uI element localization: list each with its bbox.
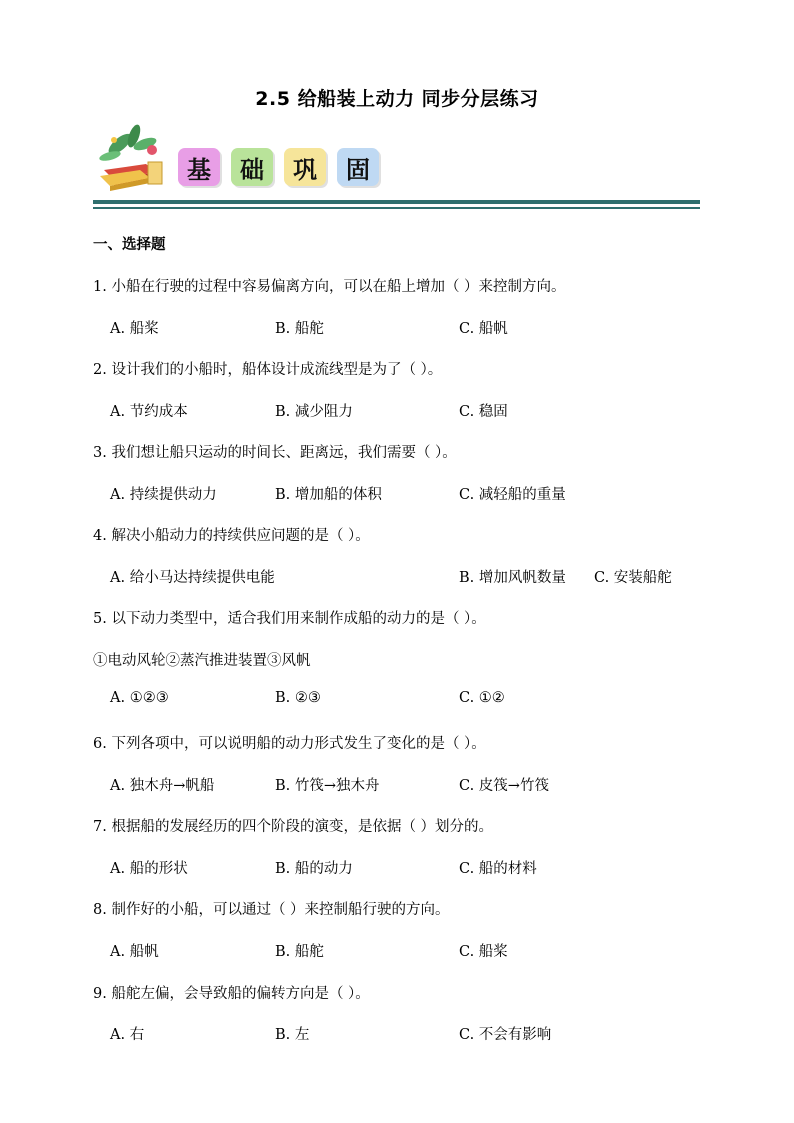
question-2: 2. 设计我们的小船时，船体设计成流线型是为了（ ）。 bbox=[93, 362, 443, 378]
q6-option-b: B. 竹筏→独木舟 bbox=[275, 778, 380, 794]
divider-thin bbox=[93, 207, 700, 209]
question-6: 6. 下列各项中，可以说明船的动力形式发生了变化的是（ ）。 bbox=[93, 736, 486, 752]
tile-ji: 基 bbox=[178, 148, 220, 186]
q2-option-a: A. 节约成本 bbox=[110, 404, 188, 420]
q6-option-a: A. 独木舟→帆船 bbox=[110, 778, 215, 794]
q9-option-c: C. 不会有影响 bbox=[459, 1027, 552, 1043]
question-1: 1. 小船在行驶的过程中容易偏离方向，可以在船上增加（ ）来控制方向。 bbox=[93, 279, 566, 295]
question-8: 8. 制作好的小船，可以通过（ ）来控制船行驶的方向。 bbox=[93, 902, 450, 918]
q8-option-b: B. 船舵 bbox=[275, 944, 324, 960]
divider-thick bbox=[93, 200, 700, 204]
section-heading: 一、选择题 bbox=[93, 237, 166, 253]
page-title: 2.5 给船装上动力 同步分层练习 bbox=[255, 88, 539, 110]
q1-option-b: B. 船舵 bbox=[275, 321, 324, 337]
q4-option-c: C. 安装船舵 bbox=[594, 570, 672, 586]
q9-option-b: B. 左 bbox=[275, 1027, 310, 1043]
q7-option-b: B. 船的动力 bbox=[275, 861, 353, 877]
q3-option-b: B. 增加船的体积 bbox=[275, 487, 382, 503]
question-7: 7. 根据船的发展经历的四个阶段的演变，是依据（ ）划分的。 bbox=[93, 819, 494, 835]
q2-option-b: B. 减少阻力 bbox=[275, 404, 353, 420]
tile-chu: 础 bbox=[231, 148, 273, 186]
question-9: 9. 船舵左偏，会导致船的偏转方向是（ ）。 bbox=[93, 986, 370, 1002]
books-plant-illustration bbox=[90, 122, 170, 192]
q4-option-b: B. 增加风帆数量 bbox=[459, 570, 566, 586]
q8-option-c: C. 船桨 bbox=[459, 944, 508, 960]
q5-item-list: ①电动风轮②蒸汽推进装置③风帆 bbox=[93, 653, 311, 669]
q9-option-a: A. 右 bbox=[110, 1027, 145, 1043]
q5-option-b: B. ②③ bbox=[275, 690, 321, 706]
q5-option-a: A. ①②③ bbox=[110, 690, 169, 706]
q1-option-a: A. 船桨 bbox=[110, 321, 159, 337]
q5-option-c: C. ①② bbox=[459, 690, 505, 706]
q6-option-c: C. 皮筏→竹筏 bbox=[459, 778, 549, 794]
q4-option-a: A. 给小马达持续提供电能 bbox=[110, 570, 275, 586]
q7-option-c: C. 船的材料 bbox=[459, 861, 537, 877]
q8-option-a: A. 船帆 bbox=[110, 944, 159, 960]
section-banner bbox=[90, 122, 700, 212]
q3-option-c: C. 减轻船的重量 bbox=[459, 487, 566, 503]
question-5: 5. 以下动力类型中，适合我们用来制作成船的动力的是（ ）。 bbox=[93, 611, 486, 627]
tile-gong: 巩 bbox=[284, 148, 326, 186]
tile-gu: 固 bbox=[337, 148, 379, 186]
q2-option-c: C. 稳固 bbox=[459, 404, 508, 420]
q3-option-a: A. 持续提供动力 bbox=[110, 487, 217, 503]
q1-option-c: C. 船帆 bbox=[459, 321, 508, 337]
q7-option-a: A. 船的形状 bbox=[110, 861, 188, 877]
question-3: 3. 我们想让船只运动的时间长、距离远，我们需要（ ）。 bbox=[93, 445, 457, 461]
question-4: 4. 解决小船动力的持续供应问题的是（ ）。 bbox=[93, 528, 370, 544]
